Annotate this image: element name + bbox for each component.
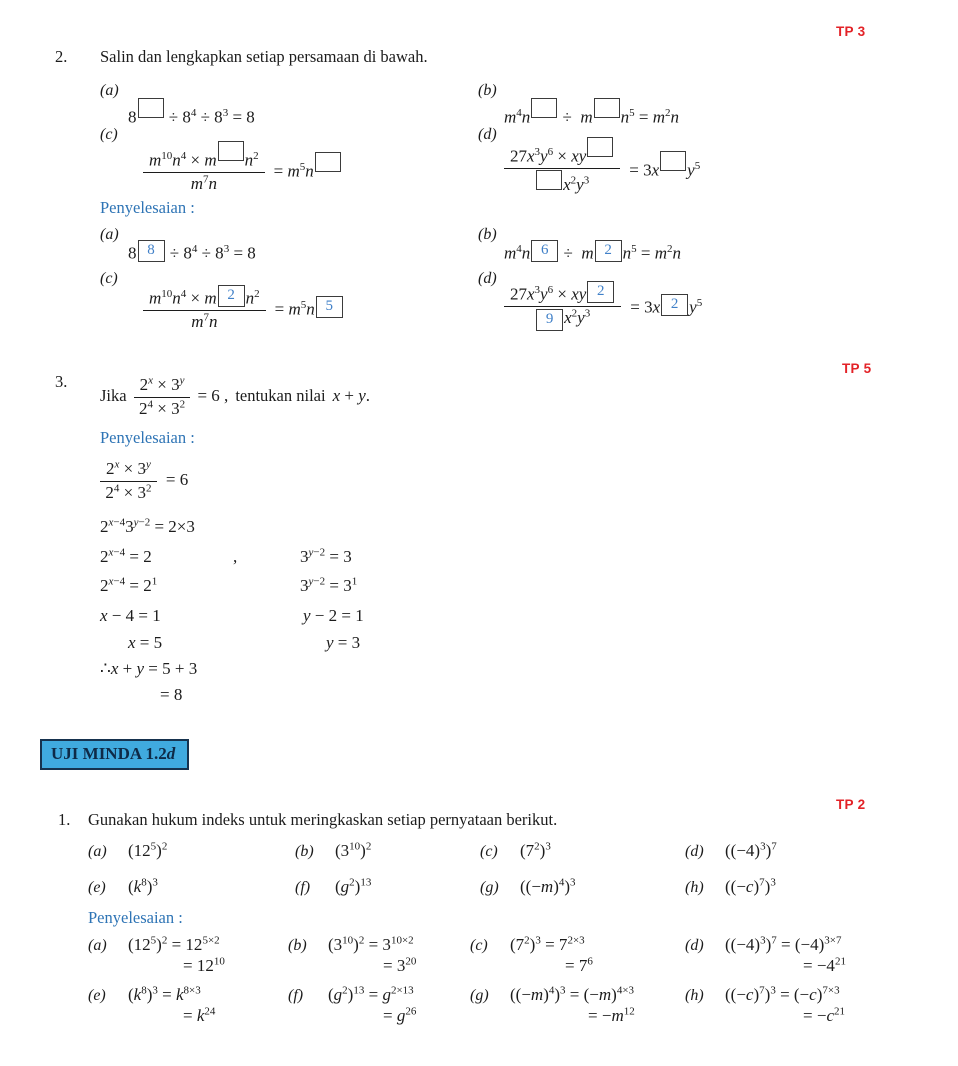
q1-number: 1. [58,810,71,829]
q2c-sol-equation [143,282,344,332]
q1-sol-g-line2: = $-m^{12}$ [588,1005,635,1025]
q1-sol-c [470,935,593,976]
q1-item-b-label: (b) [295,843,314,860]
q1-item-a [88,841,167,861]
q3-sol-r1-rhs: = 6 [165,470,189,490]
q1-sol-g [470,985,635,1026]
q1-item-g [480,877,576,897]
q1-item-f [295,877,371,897]
q1-sol-a-line1: $(12^5)^2 = 12^{5\times 2}$ [128,934,220,954]
q2b-label: (b) [478,82,497,99]
q1-sol-d [685,935,846,976]
q1-sol-h-line1: $((-c)^7)^3 = (-c)^{7\times 3}$ [725,984,840,1004]
q1-sol-h-label: (h) [685,987,704,1004]
q2c-equation [143,138,342,194]
q1-sol-f [288,985,416,1026]
q2-number: 2. [55,47,68,66]
q1-item-h [685,877,776,897]
q1-sol-d-line1: $((-4)^3)^7 = (-4)^{3\times 7}$ [725,934,842,954]
q1-sol-c-label: (c) [470,937,488,954]
q3-sol-r4-left: $2^{x-4} = 2^1$ [100,575,158,595]
q1-item-c-expr: $(7^2)^3$ [520,840,551,860]
q1-sol-f-line1: $(g^2)^{13} = g^{2\times 13}$ [328,984,414,1004]
q1-item-g-label: (g) [480,879,499,896]
q1-item-a-expr: $(12^5)^2$ [128,840,168,860]
q1-item-e-label: (e) [88,879,106,896]
q1-item-c [480,841,551,861]
q2a-label: (a) [100,82,119,99]
q1-sol-c-line1: $(7^2)^3 = 7^{2\times 3}$ [510,934,585,954]
q3-sol-r6-left: x = 5 [128,633,163,652]
q2b-sol-equation: $m^4n$ $^6$ ÷ m $^2$ $n^5 = m^2n$ [504,242,682,263]
q2a-sol-label: (a) [100,226,119,243]
q2d-equation [504,134,700,195]
q2c-sol-fraction: $\frac{m^{10}n^4 \times m ^2 n^2}{m^7n}$ [143,282,266,332]
q1-item-h-label: (h) [685,879,704,896]
q2c-label: (c) [100,126,118,143]
q2c-fraction: $\frac{m^{10}n^4 \times m n^2}{m^7n}$ [143,138,265,194]
q1-item-h-expr: $((-c)^7)^3$ [725,876,776,896]
q2d-sol-equation [504,278,702,331]
q1-sol-a [88,935,225,976]
tp5-badge: TP 5 [842,361,872,376]
q1-item-e-expr: $(k^8)^3$ [128,876,158,896]
q1-item-d-expr: $((-4)^3)^7$ [725,840,777,860]
q3-sol-fraction: $\frac{2^x \times 3^y}{2^4 \times 3^2}$ [100,458,157,502]
q1-sol-b-label: (b) [288,937,307,954]
q3-sol-r3-right: $3^{y-2} = 3$ [300,546,352,566]
q3-sol-r3-left: $2^{x-4} = 2$ [100,546,152,566]
q2d-label: (d) [478,126,497,143]
q2d-sol-rhs: = 3x $^2$ $y^5$ [630,296,703,317]
q1-item-g-expr: $((-m)^4)^3$ [520,876,576,896]
q1-item-a-label: (a) [88,843,107,860]
q1-sol-b-line2: = $3^{20}$ [383,955,417,975]
q3-intro-eq: = 6 , [197,386,229,406]
q2-title: Salin dan lengkapkan setiap persamaan di bawah. [100,47,428,66]
q2-solution-heading: Penyelesaian : [100,198,195,217]
q1-item-c-label: (c) [480,843,498,860]
q2d-rhs: = 3x $y^5$ [629,149,700,180]
q2d-sol-fraction: $\frac{27x^3y^6 \times xy ^2}{9 x^2y^3}$ [504,278,621,331]
tp3-badge: TP 3 [836,24,866,39]
q1-sol-g-line1: $((-m)^4)^3 = (-m)^{4\times 3}$ [510,984,635,1004]
q3-xy: x + y. [332,386,371,406]
q1-sol-d-line2: = $-4^{21}$ [803,955,846,975]
q3-sol-r2: $2^{x-4}3^{y-2} = 2\times 3$ [100,516,195,536]
q1-sol-f-label: (f) [288,987,304,1004]
q1-sol-g-label: (g) [470,987,489,1004]
uji-minda-banner [40,739,189,770]
q1-item-f-label: (f) [295,879,311,896]
q3-sol-r3-separator: , [233,547,238,566]
q1-item-d-label: (d) [685,843,704,860]
q1-item-e [88,877,158,897]
q1-sol-b [288,935,416,976]
q3-sol-r5-right: y − 2 = 1 [303,606,364,625]
q1-solution-heading: Penyelesaian : [88,908,183,927]
q2b-sol-label: (b) [478,226,497,243]
uji-minda-label: UJI MINDA 1.2 [51,744,167,763]
q1-sol-e-line2: = $k^{24}$ [183,1005,216,1025]
q2a-equation: $8 \div 8^4 \div 8^3 = 8$ [128,96,255,127]
q1-item-f-expr: $(g^2)^{13}$ [335,876,372,896]
q1-sol-a-label: (a) [88,937,107,954]
q1-sol-c-line2: = $7^6$ [565,955,593,975]
q3-sol-r7: ∴x + y = 5 + 3 [100,659,198,678]
q3-intro-fraction: $\frac{2^x \times 3^y}{2^4 \times 3^2}$ [134,374,191,418]
q1-sol-b-line1: $(3^{10})^2 = 3^{10\times 2}$ [328,934,414,954]
q1-sol-f-line2: = $g^{26}$ [383,1005,417,1025]
q3-sol-r5-left: x − 4 = 1 [100,606,161,625]
uji-minda-suffix: d [166,744,176,763]
tp2-badge: TP 2 [836,797,866,812]
q1-sol-h [685,985,845,1026]
q2a-sol-equation: 8 $^8 \div 8^4 \div 8^3 = 8$ [128,242,256,263]
q2c-sol-rhs: = $m^5n$ $^5$ [275,294,344,319]
q3-sol-r8: = 8 [160,685,183,704]
q1-item-b [295,841,371,861]
q1-sol-e [88,985,215,1026]
q2c-rhs: = $m^5n$ [274,150,342,181]
q1-sol-h-line2: = $-c^{21}$ [803,1005,845,1025]
q3-sol-r1 [100,458,188,502]
q3-tentukan-text: tentukan nilai [235,386,326,406]
q1-sol-a-line2: = $12^{10}$ [183,955,225,975]
q1-item-d [685,841,777,861]
q2d-sol-label: (d) [478,270,497,287]
q1-sol-d-label: (d) [685,937,704,954]
q2b-equation: $m^4n \div m$ $n^5 = m^2n$ [504,96,679,127]
q1-sol-e-label: (e) [88,987,106,1004]
q3-number: 3. [55,372,68,391]
q3-solution-heading: Penyelesaian : [100,428,195,447]
q3-jika-text: Jika [100,386,127,406]
q1-item-b-expr: $(3^{10})^2$ [335,840,372,860]
q3-sol-r4-right: $3^{y-2} = 3^1$ [300,575,358,595]
q1-sol-e-line1: $(k^8)^3 = k^{8\times 3}$ [128,984,201,1004]
q1-title: Gunakan hukum indeks untuk meringkaskan setiap pernyataan berikut. [88,810,558,829]
q2d-fraction: $\frac{27x^3y^6 \times xy}{x^2y^3}$ [504,134,620,195]
q3-intro [100,374,370,418]
q2c-sol-label: (c) [100,270,118,287]
q3-sol-r6-right: y = 3 [326,633,361,652]
